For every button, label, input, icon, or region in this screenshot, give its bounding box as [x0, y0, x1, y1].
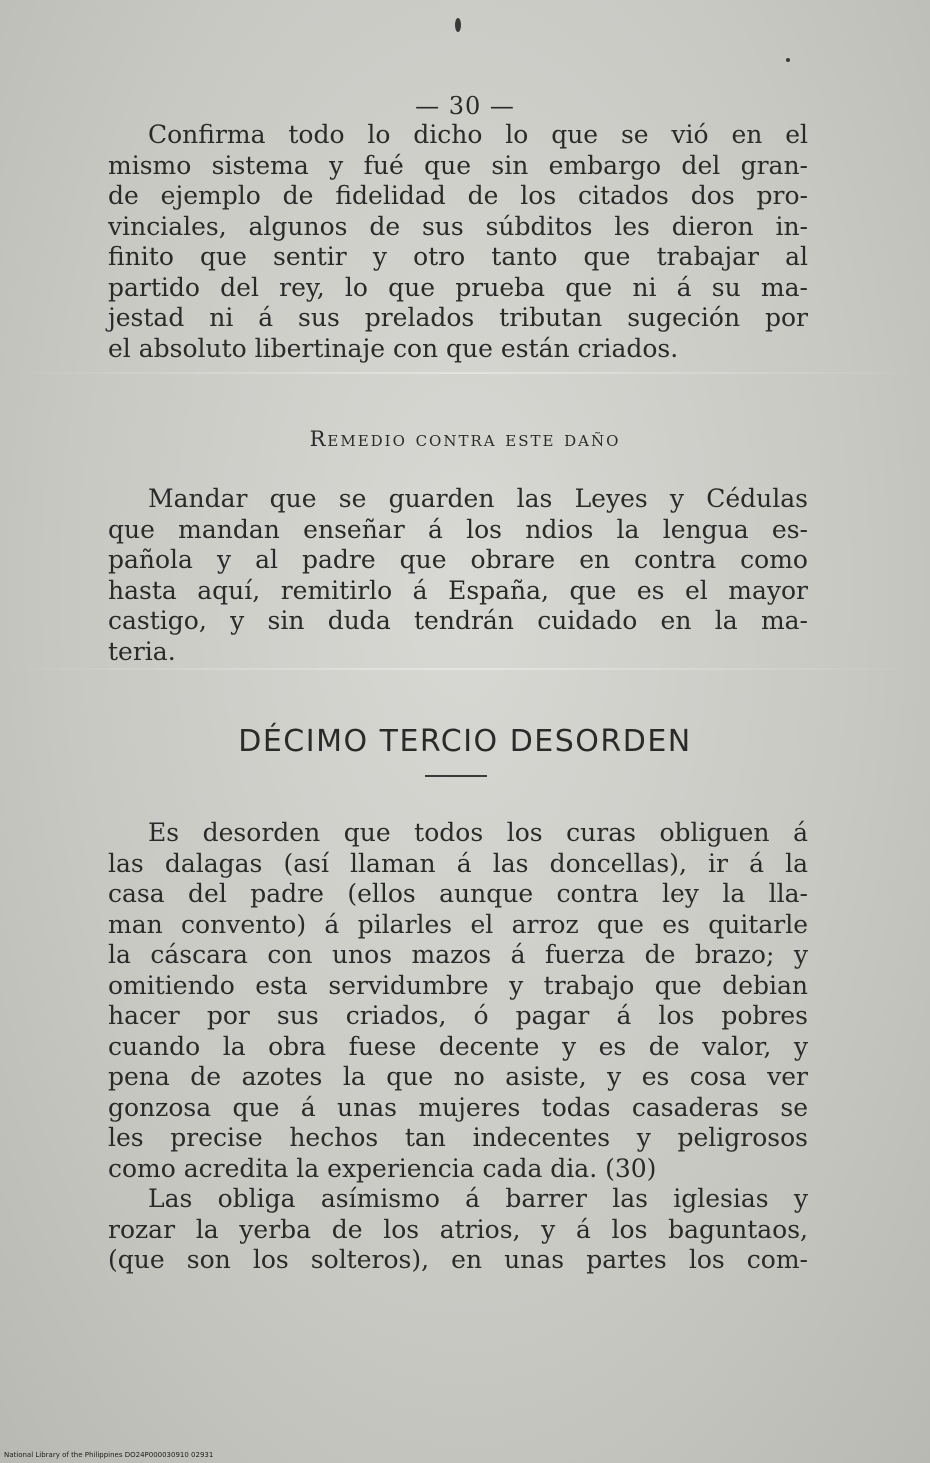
text-line: gonzosa que á unas mujeres todas casaderas se	[108, 1092, 808, 1122]
text-line: la cáscara con unos mazos á fuerza de brazo; y	[108, 940, 808, 969]
fold-line	[0, 668, 930, 670]
paragraph-las-obliga	[108, 1184, 808, 1276]
text-line: vinciales, algunos de sus súbditos les dieron in-	[108, 211, 808, 241]
text-line: les precise hechos tan indecentes y peligrosos	[108, 1123, 808, 1152]
text-line: como acredita la experiencia cada dia. (30)	[108, 1153, 657, 1183]
text-line: jestad ni á sus prelados tributan sugeción por	[108, 303, 808, 332]
text-line: el absoluto libertinaje con que están criados.	[108, 333, 679, 363]
text-line: cuando la obra fuese decente y es de valor, y	[108, 1031, 808, 1061]
text-line: las dalagas (así llaman á las doncellas), ir á la	[108, 848, 808, 878]
text-line: Es desorden que todos los curas obliguen á	[148, 818, 808, 847]
text-line: mismo sistema y fué que sin embargo del gran-	[108, 150, 808, 180]
page-number: — 30 —	[415, 92, 515, 120]
text-line: pañola y al padre que obrare en contra como	[108, 545, 808, 574]
text-line: teria.	[108, 636, 176, 666]
ink-spot	[786, 58, 790, 62]
text-line: omitiendo esta servidumbre y trabajo que debian	[108, 970, 808, 1000]
text-line: Confirma todo lo dicho lo que se vió en el	[148, 120, 808, 149]
paragraph-mandar	[108, 484, 808, 667]
text-line: Mandar que se guarden las Leyes y Cédulas	[148, 484, 808, 513]
text-line: pena de azotes la que no asiste, y es cosa ver	[108, 1062, 808, 1091]
text-line: casa del padre (ellos aunque contra ley la lla-	[108, 879, 808, 908]
text-line: que mandan enseñar á los ndios la lengua es-	[108, 514, 808, 544]
paragraph-confirma	[108, 120, 808, 364]
text-line: castigo, y sin duda tendrán cuidado en la ma-	[108, 606, 808, 635]
text-line: rozar la yerba de los atrios, y á los baguntaos,	[108, 1214, 808, 1244]
text-line: finito que sentir y otro tanto que trabajar al	[108, 242, 808, 271]
library-footer: National Library of the Philippines DO24P000030910 02931	[4, 1451, 214, 1459]
heading-rule	[425, 775, 487, 777]
text-line: partido del rey, lo que prueba que ni á su ma-	[108, 272, 808, 302]
text-line: hacer por sus criados, ó pagar á los pobres	[108, 1001, 808, 1030]
chapter-heading: DÉCIMO TERCIO DESORDEN	[238, 724, 692, 759]
text-line: (que son los solteros), en unas partes los com-	[108, 1245, 808, 1274]
text-line: hasta aquí, remitirlo á España, que es el mayor	[108, 575, 808, 605]
fold-line	[0, 372, 930, 374]
text-line: man convento) á pilarles el arroz que es quitarle	[108, 909, 808, 939]
text-line: Las obliga asímismo á barrer las iglesias y	[148, 1184, 808, 1213]
ink-spot	[455, 18, 461, 32]
paragraph-es-desorden	[108, 818, 808, 1184]
remedio-heading: Remedio contra este daño	[309, 427, 621, 451]
text-line: de ejemplo de fidelidad de los citados dos pro-	[108, 181, 808, 210]
